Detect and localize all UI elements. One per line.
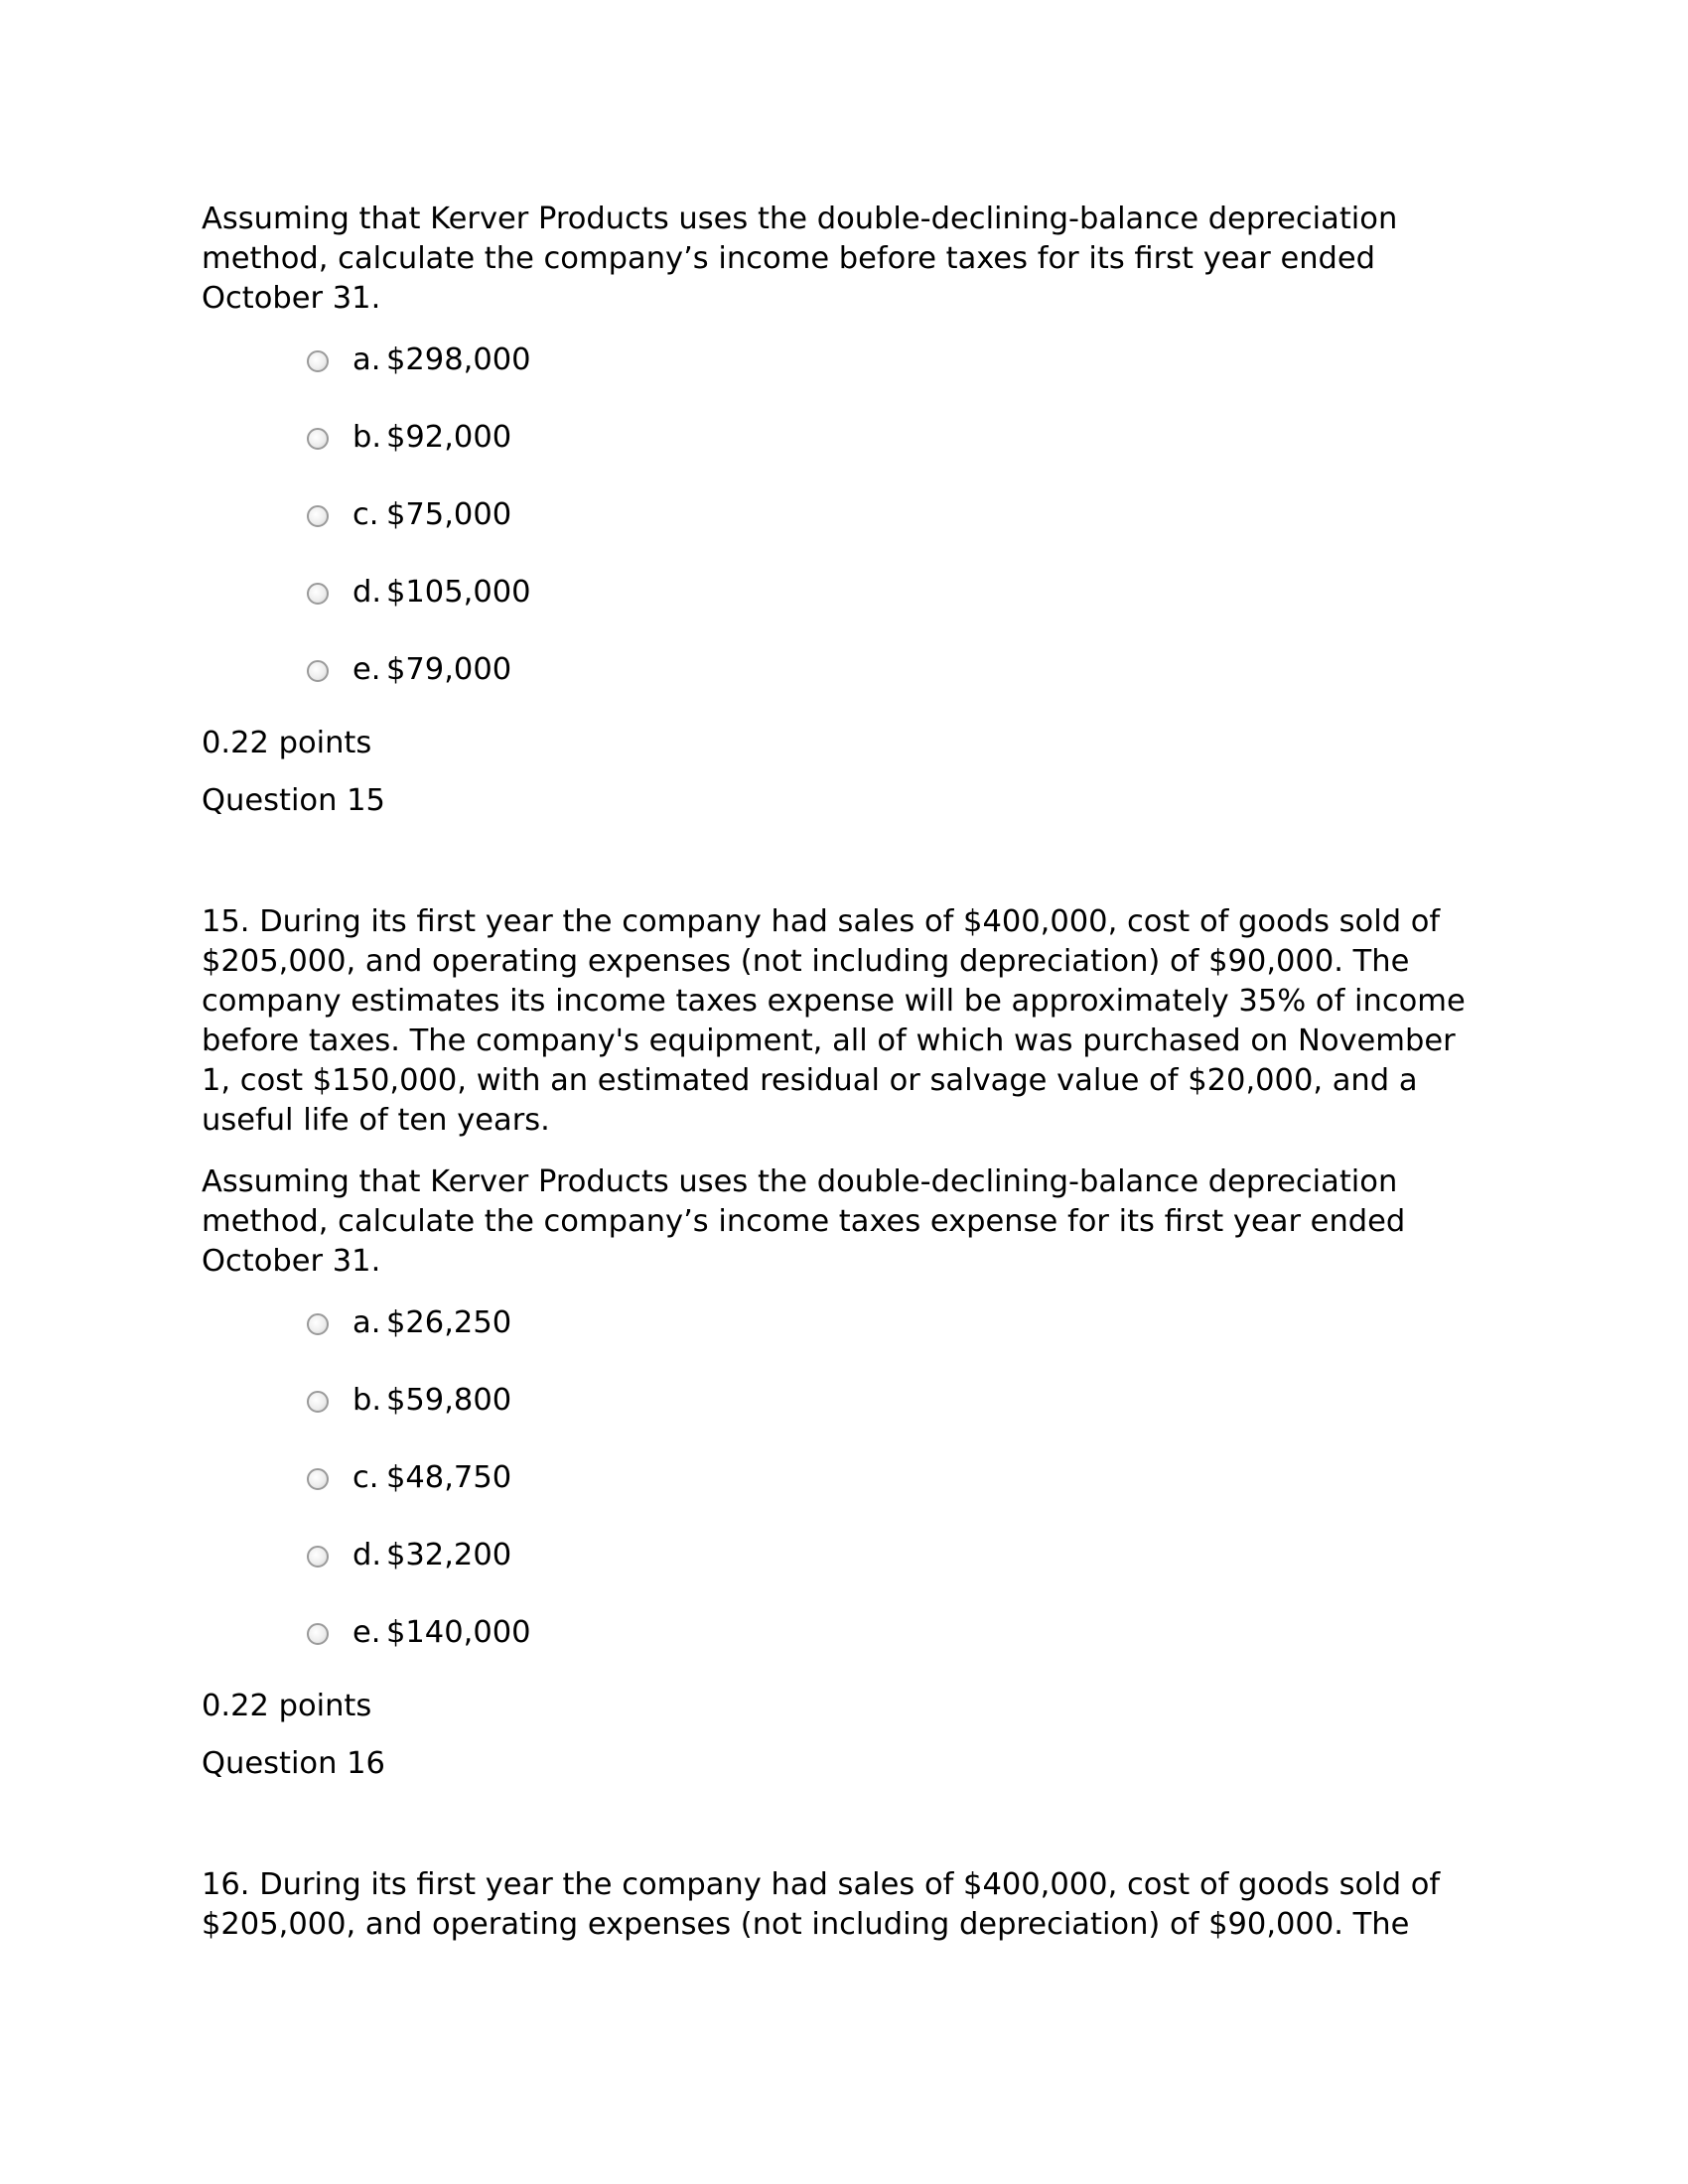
option-b[interactable] bbox=[202, 1381, 1492, 1458]
option-letter: c. bbox=[352, 497, 379, 532]
option-letter: a. bbox=[352, 1305, 381, 1340]
option-letter: c. bbox=[352, 1460, 379, 1495]
option-value: $59,800 bbox=[386, 1383, 512, 1418]
option-value: $92,000 bbox=[386, 420, 512, 455]
option-letter: a. bbox=[352, 342, 381, 377]
radio-button[interactable] bbox=[307, 583, 329, 605]
radio-button[interactable] bbox=[307, 1313, 329, 1335]
question-16-label: Question 16 bbox=[202, 1746, 385, 1781]
option-value: $75,000 bbox=[386, 497, 512, 532]
option-b[interactable] bbox=[202, 418, 1492, 495]
question-15-points: 0.22 points bbox=[202, 726, 372, 760]
radio-button[interactable] bbox=[307, 350, 329, 372]
radio-button[interactable] bbox=[307, 428, 329, 450]
radio-button[interactable] bbox=[307, 660, 329, 682]
option-a[interactable] bbox=[202, 1303, 1492, 1381]
option-letter: d. bbox=[352, 1538, 382, 1572]
option-letter: d. bbox=[352, 575, 382, 610]
option-letter: b. bbox=[352, 420, 382, 455]
option-a[interactable] bbox=[202, 341, 1492, 418]
quiz-page bbox=[202, 200, 1492, 1967]
option-value: $32,200 bbox=[386, 1538, 512, 1572]
option-letter: e. bbox=[352, 1615, 381, 1650]
question-16-points: 0.22 points bbox=[202, 1689, 372, 1723]
option-value: $79,000 bbox=[386, 652, 512, 687]
radio-button[interactable] bbox=[307, 1623, 329, 1645]
question-14-options bbox=[202, 341, 1492, 716]
option-letter: e. bbox=[352, 652, 381, 687]
radio-button[interactable] bbox=[307, 1468, 329, 1490]
question-15-options bbox=[202, 1303, 1492, 1679]
option-e[interactable] bbox=[202, 650, 1492, 716]
radio-button[interactable] bbox=[307, 1391, 329, 1413]
option-value: $298,000 bbox=[386, 342, 531, 377]
option-d[interactable] bbox=[202, 573, 1492, 650]
option-c[interactable] bbox=[202, 495, 1492, 573]
radio-button[interactable] bbox=[307, 1546, 329, 1568]
question-15-label: Question 15 bbox=[202, 783, 385, 818]
option-value: $26,250 bbox=[386, 1305, 512, 1340]
question-15-body: 15. During its first year the company had sales of $400,000, cost of goods sold of $205,000, and operating expenses (not including depreciation) of $90,000. The company estimates its income taxes expense will be approximately 35% of income before taxes. The company's equipment, all of which was purchased on November 1, cost $150,000, with an estimated residual or salvage value of $20,000, and a useful life of ten years. bbox=[202, 904, 1466, 1138]
option-value: $140,000 bbox=[386, 1615, 531, 1650]
question-16-body: 16. During its first year the company had sales of $400,000, cost of goods sold of $205,000, and operating expenses (not including depreciation) of $90,000. The bbox=[202, 1867, 1441, 1942]
option-e[interactable] bbox=[202, 1613, 1492, 1679]
option-d[interactable] bbox=[202, 1536, 1492, 1613]
option-c[interactable] bbox=[202, 1458, 1492, 1536]
question-15-prompt: Assuming that Kerver Products uses the double-declining-balance depreciation method, calculate the company’s income taxes expense for its first year ended October 31. bbox=[202, 1164, 1406, 1279]
radio-button[interactable] bbox=[307, 505, 329, 527]
option-value: $48,750 bbox=[386, 1460, 512, 1495]
option-value: $105,000 bbox=[386, 575, 531, 610]
question-14-prompt: Assuming that Kerver Products uses the double-declining-balance depreciation method, calculate the company’s income before taxes for its first year ended October 31. bbox=[202, 202, 1398, 316]
option-letter: b. bbox=[352, 1383, 382, 1418]
